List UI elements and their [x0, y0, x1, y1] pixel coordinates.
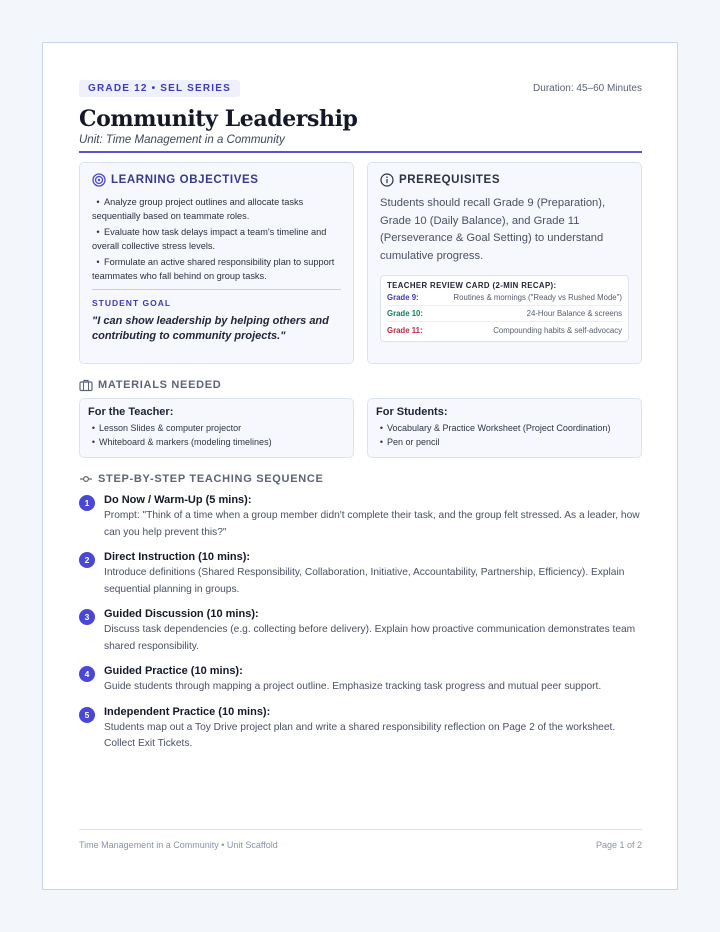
review-desc: Compounding habits & self-advocacy	[493, 325, 622, 335]
teacher-materials-card	[79, 398, 354, 458]
list-item: • Pen or pencil	[379, 437, 440, 447]
student-materials-title: For Students:	[376, 406, 448, 418]
step-title: Guided Practice (10 mins):	[104, 665, 243, 677]
step-item	[79, 664, 642, 696]
review-desc: Routines & mornings ("Ready vs Rushed Mode")	[453, 293, 622, 302]
step-item	[79, 607, 642, 655]
prerequisites-text: Students should recall Grade 9 (Preparation), Grade 10 (Daily Balance), and Grade 11 (Perseverance & Goal Setting) to understand cumulative progress.	[380, 197, 606, 262]
prerequisites-heading	[380, 173, 629, 187]
top-cards	[79, 162, 642, 364]
review-grade: Grade 11:	[387, 325, 423, 335]
review-card-title: TEACHER REVIEW CARD (2-MIN RECAP):	[387, 281, 557, 290]
duration-text: Duration: 45–60 Minutes	[533, 82, 642, 94]
grade-badge: GRADE 12 • SEL SERIES	[79, 80, 240, 97]
step-title: Direct Instruction (10 mins):	[104, 551, 251, 563]
list-item: • Whiteboard & markers (modeling timelines)	[91, 437, 272, 447]
step-text: Introduce definitions (Shared Responsibility, Collaboration, Initiative, Accountability, Partnership, Efficiency). Explain sequential planning in groups.	[104, 567, 625, 595]
unit-subtitle: Unit: Time Management in a Community	[79, 134, 642, 153]
review-row	[387, 306, 622, 322]
list-item: • Vocabulary & Practice Worksheet (Project Coordination)	[379, 423, 611, 433]
teaching-steps	[79, 493, 642, 753]
list-item: • Evaluate how task delays impact a team's timeline and overall collective stress levels.	[92, 227, 327, 251]
list-item: • Analyze group project outlines and allocate tasks sequentially based on teammate roles.	[92, 197, 304, 221]
step-text: Students map out a Toy Drive project plan and write a shared responsibility reflection on Page 2 of the worksheet. Collect Exit Tickets.	[104, 721, 616, 749]
page-footer	[79, 829, 642, 850]
step-item	[79, 705, 642, 753]
page-title: Community Leadership	[79, 106, 358, 132]
sequence-heading	[79, 472, 642, 486]
step-number: 3	[79, 609, 95, 625]
student-materials-list	[376, 421, 633, 449]
step-number: 5	[79, 707, 95, 723]
teacher-materials-list	[88, 421, 345, 449]
step-number: 4	[79, 666, 95, 682]
review-grade: Grade 10:	[387, 309, 423, 318]
step-text: Prompt: "Think of a time when a group member didn't complete their task, and the group felt stressed. As a leader, how can you help prevent this?"	[104, 510, 640, 538]
step-title: Independent Practice (10 mins):	[104, 705, 271, 718]
divider	[92, 289, 341, 290]
page-number: Page 1 of 2	[595, 840, 642, 850]
step-title: Do Now / Warm-Up (5 mins):	[104, 494, 252, 506]
info-icon	[380, 173, 394, 187]
footer-left: Time Management in a Community • Unit Scaffold	[79, 840, 278, 850]
teacher-review-card	[380, 275, 629, 342]
student-materials-card	[367, 398, 642, 458]
objectives-heading	[92, 173, 341, 187]
review-grade: Grade 9:	[387, 293, 419, 302]
objectives-list	[92, 195, 341, 283]
step-text: Discuss task dependencies (e.g. collecting before delivery). Explain how proactive communication demonstrates team shared responsibility.	[104, 624, 636, 652]
document-page	[42, 42, 678, 890]
materials-heading-label: MATERIALS NEEDED	[98, 379, 222, 391]
objectives-heading-label: LEARNING OBJECTIVES	[111, 174, 259, 186]
review-desc: 24-Hour Balance & screens	[526, 309, 622, 318]
step-number: 2	[79, 552, 95, 568]
prerequisites-card	[367, 162, 642, 364]
step-text: Guide students through mapping a project outline. Emphasize tracking task progress and mutual peer support.	[104, 681, 602, 692]
student-goal-text: "I can show leadership by helping others and contributing to community projects."	[92, 315, 329, 342]
prerequisites-heading-label: PREREQUISITES	[399, 174, 501, 186]
learning-objectives-card	[79, 162, 354, 364]
step-title: Guided Discussion (10 mins):	[104, 608, 259, 620]
step-number: 1	[79, 495, 95, 511]
review-row	[387, 322, 622, 338]
materials-heading	[79, 378, 642, 392]
step-item	[79, 493, 642, 541]
step-item	[79, 550, 642, 598]
header-top	[79, 79, 642, 97]
teacher-materials-title: For the Teacher:	[88, 406, 174, 418]
list-item: • Lesson Slides & computer projector	[91, 423, 242, 433]
briefcase-icon	[79, 378, 93, 392]
target-icon	[92, 173, 106, 187]
list-item: • Formulate an active shared responsibility plan to support teammates who fall behind on group tasks.	[92, 257, 335, 281]
sequence-heading-label: STEP-BY-STEP TEACHING SEQUENCE	[98, 473, 324, 485]
review-row	[387, 290, 622, 306]
page-content	[79, 79, 642, 762]
materials-grid	[79, 398, 642, 458]
student-goal-label: STUDENT GOAL	[92, 298, 172, 308]
timeline-icon	[79, 472, 93, 486]
